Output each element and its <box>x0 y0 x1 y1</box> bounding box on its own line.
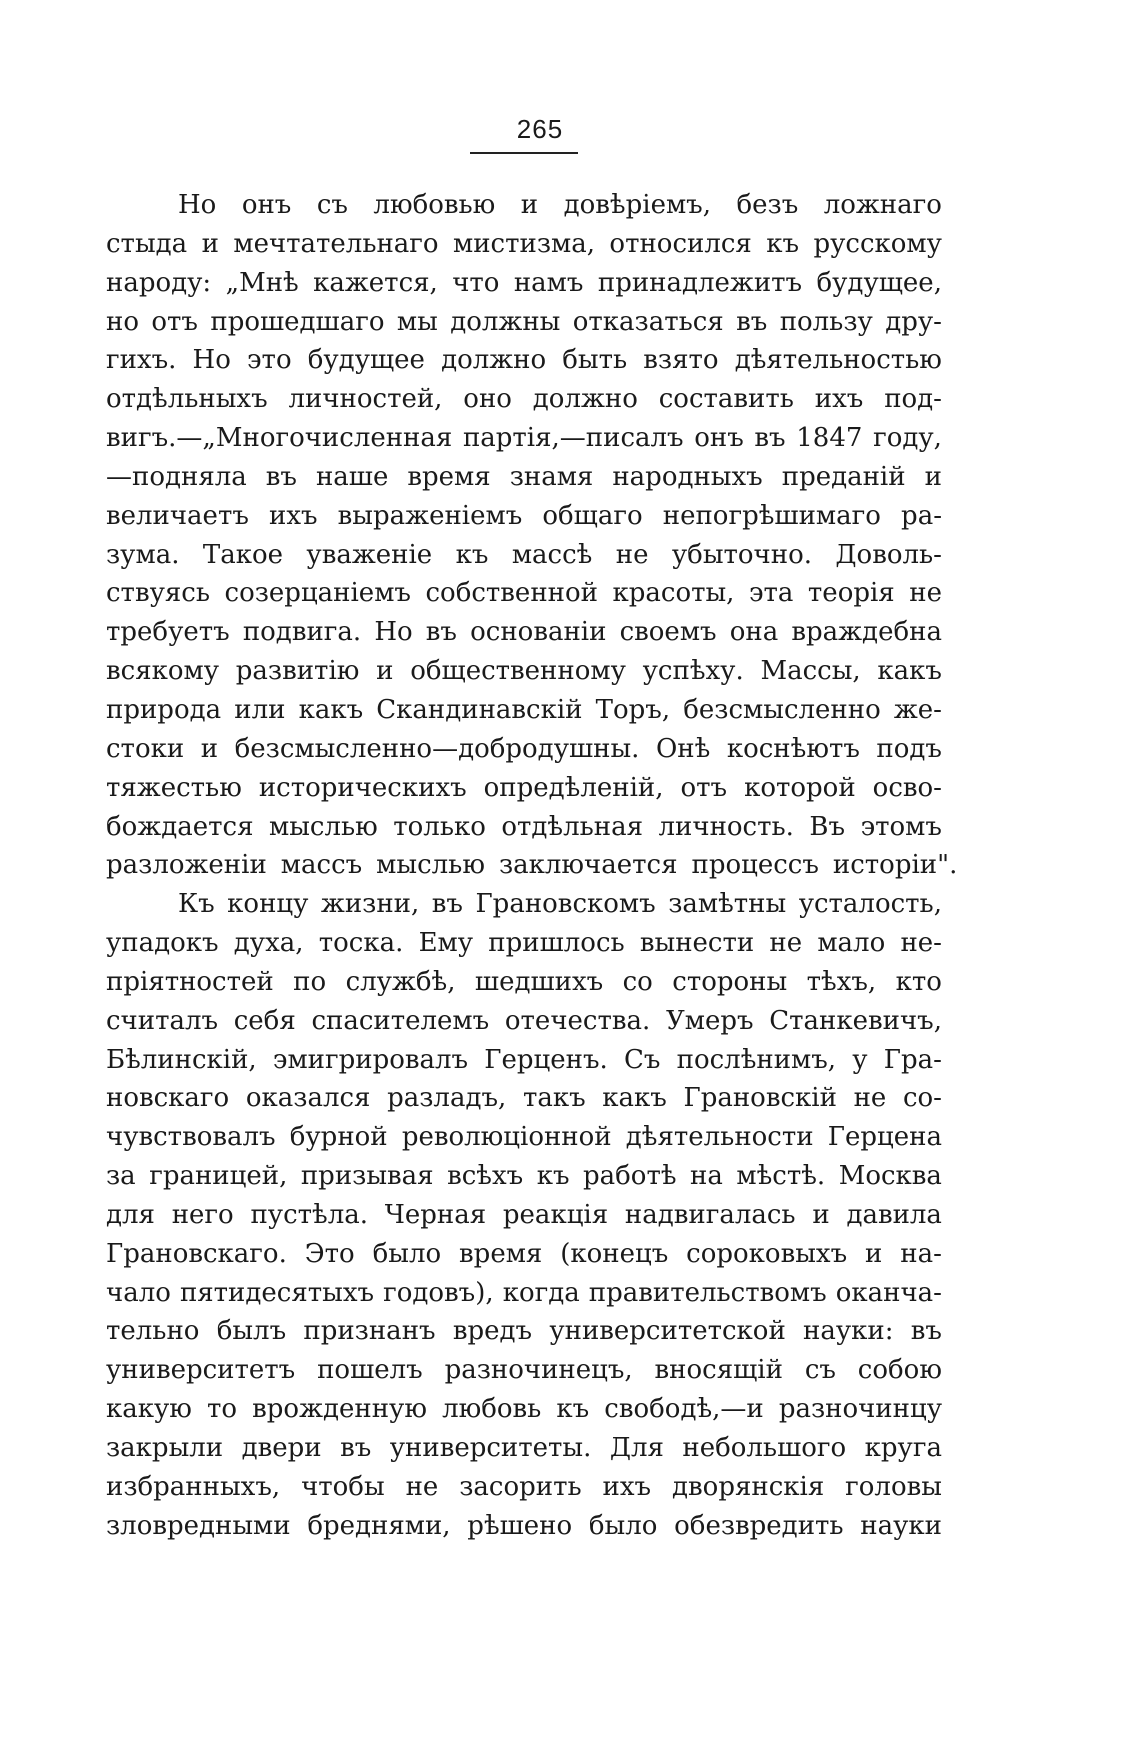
text-word: отдѣльныхъ <box>106 384 268 415</box>
text-word: должно <box>441 345 547 376</box>
text-word: стыда <box>106 228 188 259</box>
text-word: своемъ <box>619 617 717 648</box>
text-word: къ <box>536 1161 570 1192</box>
text-word: должно <box>532 384 638 415</box>
text-word: не <box>769 928 803 959</box>
text-word: оканча- <box>835 1277 942 1308</box>
text-word: разладъ, <box>387 1083 507 1114</box>
text-line <box>106 186 942 225</box>
text-word: него <box>171 1199 234 1230</box>
text-line <box>106 380 942 419</box>
text-word: собою <box>857 1355 942 1386</box>
text-word: непогрѣшимаго <box>662 500 881 531</box>
text-word: осво- <box>872 772 942 803</box>
text-line <box>106 1196 942 1235</box>
text-word: границей, <box>149 1161 288 1192</box>
text-word: относился <box>609 228 752 259</box>
text-word: обезвредить <box>674 1510 844 1541</box>
text-word: революціонной <box>401 1122 612 1153</box>
text-word: массѣ <box>511 539 593 570</box>
text-word: надвигалась <box>624 1199 796 1230</box>
text-word: было <box>588 1510 658 1541</box>
text-word: Гра- <box>883 1044 942 1075</box>
page-number-rule <box>470 152 578 154</box>
text-word: пользу <box>779 306 873 337</box>
text-word: тельно <box>106 1316 200 1347</box>
text-line <box>106 652 942 691</box>
text-line <box>106 264 942 303</box>
text-word: и <box>201 228 219 259</box>
text-word: считалъ <box>106 1005 219 1036</box>
text-word: теорія <box>807 578 895 609</box>
text-word: мистизма, <box>453 228 595 259</box>
text-word: народныхъ <box>612 461 763 492</box>
text-word: спасителемъ <box>311 1005 490 1036</box>
text-word: убыточно. <box>671 539 812 570</box>
body-text <box>106 186 958 1546</box>
text-word: отдѣльная <box>501 811 644 842</box>
text-word: Это <box>304 1238 355 1269</box>
text-line <box>106 613 942 652</box>
text-word: Черная <box>384 1199 487 1230</box>
text-word: со- <box>902 1083 942 1114</box>
text-word: русскому <box>813 228 942 259</box>
text-word: заключается <box>498 850 678 881</box>
text-word: какую <box>106 1394 192 1425</box>
text-word: время <box>407 461 491 492</box>
text-word: какъ <box>298 694 364 725</box>
text-line <box>106 885 942 924</box>
text-line <box>106 808 942 847</box>
text-word: у <box>852 1044 868 1075</box>
text-word: въ <box>340 1433 372 1463</box>
text-word: Станкевичъ, <box>769 1005 942 1036</box>
text-word: отечества. <box>504 1005 651 1036</box>
text-word: духа, <box>233 928 304 959</box>
text-word: въ <box>265 461 297 492</box>
text-word: Для <box>609 1433 664 1463</box>
text-word: Доволь- <box>835 539 942 570</box>
text-word: жизни, <box>320 889 420 920</box>
text-line <box>106 341 942 380</box>
text-word: признанъ <box>303 1316 436 1347</box>
text-word: уваженіе <box>306 539 433 570</box>
text-word: дворянскія <box>672 1471 825 1502</box>
text-word: зловредными <box>106 1510 291 1541</box>
text-word: время <box>459 1238 543 1269</box>
text-word: двери <box>241 1433 322 1463</box>
text-word: небольшого <box>682 1433 847 1463</box>
text-word: въ <box>425 617 457 648</box>
text-word: стороны <box>672 966 788 997</box>
text-word: 1847 <box>796 423 863 454</box>
text-word: Такое <box>202 539 284 570</box>
text-word: историческихъ <box>258 772 467 803</box>
text-word: упадокъ <box>106 928 219 959</box>
text-word: подвига. <box>242 617 362 648</box>
text-word: головы <box>845 1471 942 1502</box>
text-word: развитію <box>235 656 360 687</box>
text-word: преданій <box>781 461 906 492</box>
text-word: принадлежитъ <box>597 267 803 298</box>
text-word: пустѣла. <box>250 1199 369 1230</box>
text-word: закрыли <box>106 1433 224 1463</box>
text-word: этомъ <box>860 811 942 842</box>
text-word: вносящій <box>654 1355 783 1386</box>
text-word: величаетъ <box>106 500 249 531</box>
text-word: отказаться <box>572 306 724 337</box>
text-word: которой <box>744 772 856 803</box>
text-word: процессъ <box>691 850 819 881</box>
text-word: онъ <box>241 190 292 220</box>
text-word: университеты. <box>389 1433 592 1463</box>
text-word: отъ <box>680 772 728 803</box>
text-word: мѣстѣ. <box>736 1161 826 1192</box>
text-word: чтобы <box>301 1471 385 1502</box>
text-word: исторіи". <box>832 850 958 881</box>
text-word: разночинецъ, <box>444 1355 633 1386</box>
text-word: бурной <box>289 1122 388 1153</box>
text-line <box>106 1079 942 1118</box>
text-line <box>106 769 942 808</box>
text-line <box>106 458 942 497</box>
text-word: безсмысленно—добродушны. <box>234 733 640 764</box>
text-word: успѣху. <box>642 656 744 687</box>
text-word: это <box>247 345 292 376</box>
text-word: къ <box>455 539 489 570</box>
text-word: какъ <box>877 656 942 687</box>
text-line <box>106 1468 942 1507</box>
text-word: отъ <box>151 306 198 337</box>
text-word: зума. <box>106 539 180 570</box>
text-word: шедшихъ <box>474 966 604 997</box>
text-line <box>106 1312 942 1351</box>
text-word: намъ <box>513 267 584 298</box>
text-word: Грановскаго. <box>106 1238 287 1269</box>
text-word: вредъ <box>452 1316 533 1347</box>
text-word: избранныхъ, <box>106 1471 281 1502</box>
text-word: выраженіемъ <box>337 500 523 531</box>
text-word: эмигрировалъ <box>272 1044 469 1075</box>
text-word: Герцена <box>827 1122 942 1153</box>
text-word: пріятностей <box>106 966 274 997</box>
text-word: пошелъ <box>317 1355 423 1386</box>
page-number: 265 <box>516 114 564 144</box>
text-word: тоска. <box>318 928 404 959</box>
text-line <box>106 691 942 730</box>
text-word: же- <box>893 694 942 725</box>
text-word: безсмысленно <box>683 694 881 725</box>
text-line <box>106 574 942 613</box>
text-word: свободѣ,—и <box>604 1394 764 1425</box>
text-word: съ <box>804 1355 836 1386</box>
text-word: тяжестью <box>106 772 242 803</box>
text-word: Ему <box>418 928 474 959</box>
text-word: знамя <box>509 461 594 492</box>
text-word: личность. <box>658 811 794 842</box>
text-word: круга <box>864 1433 942 1463</box>
text-line <box>106 1507 942 1546</box>
text-line <box>106 303 942 342</box>
text-word: но <box>106 306 139 337</box>
text-word: ра- <box>901 500 942 531</box>
text-word: такъ <box>522 1083 586 1114</box>
text-word: было <box>372 1238 442 1269</box>
text-word: не <box>405 1471 439 1502</box>
text-word: будущее <box>307 345 425 376</box>
text-word: концу <box>227 889 309 920</box>
text-word: должны <box>450 306 561 337</box>
text-word: Но <box>178 190 217 220</box>
text-word: бождается <box>106 811 254 842</box>
text-word: вынести <box>639 928 755 959</box>
text-word: Онѣ <box>655 733 711 764</box>
text-word: Грановскій <box>683 1083 837 1114</box>
text-word: разложеніи <box>106 850 267 881</box>
text-word: основаніи <box>470 617 607 648</box>
text-line <box>106 963 942 1002</box>
text-word: и <box>520 190 539 220</box>
text-word: гихъ. <box>106 345 177 376</box>
text-word: Скандинавскій <box>376 694 583 725</box>
text-word: онъ <box>694 423 744 454</box>
text-line <box>106 1274 942 1313</box>
text-line <box>106 730 942 769</box>
text-word: мыслью <box>268 811 378 842</box>
text-word: или <box>234 694 286 725</box>
text-word: къ <box>556 1394 590 1425</box>
text-word: Герценъ. <box>484 1044 608 1075</box>
text-line <box>106 1351 942 1390</box>
text-word: безъ <box>736 190 799 220</box>
text-word: оказался <box>245 1083 371 1114</box>
text-word: науки: <box>803 1316 894 1347</box>
text-word: университетской <box>549 1316 786 1347</box>
text-word: ихъ <box>602 1471 652 1502</box>
text-word: и <box>376 656 394 687</box>
text-word: ихъ <box>269 500 318 531</box>
text-line <box>106 536 942 575</box>
text-word: Грановскомъ <box>475 889 656 920</box>
text-word: личностей, <box>288 384 443 415</box>
text-word: взято <box>643 345 719 376</box>
text-word: на <box>690 1161 723 1192</box>
text-line <box>106 419 942 458</box>
text-word: и <box>924 461 942 492</box>
text-word: замѣтны <box>668 889 787 920</box>
text-word: не- <box>900 928 942 959</box>
text-line <box>106 1157 942 1196</box>
text-word: созерцаніемъ <box>224 578 411 609</box>
text-word: что <box>452 267 500 298</box>
text-word: годовъ), <box>383 1277 494 1308</box>
text-word: университетъ <box>106 1355 296 1386</box>
text-word: рѣшено <box>467 1510 573 1541</box>
text-word: Но <box>374 617 413 648</box>
text-word: Торъ, <box>595 694 671 725</box>
text-word: врожденную <box>252 1394 427 1425</box>
text-word: любовь <box>442 1394 542 1425</box>
text-word: партія,—писалъ <box>462 423 684 454</box>
text-word: под- <box>884 384 942 415</box>
text-word: (конецъ <box>560 1238 669 1269</box>
text-word: общаго <box>542 500 643 531</box>
text-word: не <box>853 1083 887 1114</box>
text-word: то <box>207 1394 238 1425</box>
text-word: не <box>909 578 942 609</box>
text-word: пятидесятыхъ <box>179 1277 375 1308</box>
text-word: Москва <box>838 1161 942 1192</box>
text-word: работѣ <box>583 1161 677 1192</box>
text-word: себя <box>233 1005 296 1036</box>
text-word: ствуясь <box>106 578 210 609</box>
text-line <box>106 1429 942 1468</box>
text-word: призывая <box>300 1161 434 1192</box>
text-word: —подняла <box>106 461 247 492</box>
text-word: въ <box>736 306 768 337</box>
text-word: къ <box>766 228 800 259</box>
text-word: разночинцу <box>778 1394 942 1425</box>
text-word: и <box>865 1238 883 1269</box>
text-word: природа <box>106 694 222 725</box>
text-word: мыслью <box>376 850 485 881</box>
text-word: былъ <box>216 1316 287 1347</box>
text-line <box>106 1118 942 1157</box>
text-line <box>106 1235 942 1274</box>
text-word: Но <box>192 345 231 376</box>
text-line <box>106 846 958 885</box>
text-word: мало <box>817 928 886 959</box>
text-word: враждебна <box>791 617 942 648</box>
text-word: въ <box>754 423 786 454</box>
text-word: и <box>812 1199 830 1230</box>
text-word: только <box>393 811 486 842</box>
text-word: дѣятельности <box>625 1122 814 1153</box>
text-word: не <box>615 539 649 570</box>
text-word: дру- <box>885 306 942 337</box>
text-word: кто <box>895 966 942 997</box>
text-line <box>106 924 942 963</box>
text-word: въ <box>431 889 463 920</box>
text-word: Умеръ <box>665 1005 754 1036</box>
text-word: службѣ, <box>345 966 456 997</box>
text-word: и <box>200 733 219 764</box>
text-word: наше <box>315 461 389 492</box>
text-word: массъ <box>280 850 363 881</box>
text-word: опредѣленій, <box>483 772 664 803</box>
text-line <box>106 225 942 264</box>
text-word: вигъ.—„Многочисленная <box>106 423 453 454</box>
text-word: кажется, <box>313 267 438 298</box>
text-word: собственной <box>425 578 598 609</box>
text-word: когда <box>502 1277 580 1308</box>
text-word: Массы, <box>760 656 861 687</box>
text-word: Бѣлинскій, <box>106 1044 257 1075</box>
text-word: она <box>729 617 779 648</box>
text-word: оно <box>463 384 512 415</box>
text-word: дѣятельностью <box>734 345 942 376</box>
text-word: эта <box>748 578 794 609</box>
text-word: тѣхъ, <box>806 966 877 997</box>
text-word: народу: <box>106 267 212 298</box>
text-word: съ <box>316 190 348 220</box>
text-word: правительствомъ <box>588 1277 827 1308</box>
text-word: подъ <box>876 733 942 764</box>
text-word: общественному <box>410 656 626 687</box>
text-word: мы <box>396 306 438 337</box>
text-word: за <box>106 1161 136 1192</box>
text-word: усталость, <box>798 889 942 920</box>
text-line <box>106 1390 942 1429</box>
text-word: со <box>622 966 653 997</box>
text-word: мечтательнаго <box>233 228 439 259</box>
text-word: красоты, <box>612 578 735 609</box>
text-word: пришлось <box>488 928 625 959</box>
text-word: составить <box>658 384 794 415</box>
text-word: для <box>106 1199 155 1230</box>
text-word: сороковыхъ <box>686 1238 848 1269</box>
text-word: по <box>293 966 327 997</box>
text-word: чувствовалъ <box>106 1122 276 1153</box>
text-word: быть <box>562 345 628 376</box>
text-line <box>106 1041 942 1080</box>
text-word: засорить <box>459 1471 582 1502</box>
text-word: новскаго <box>106 1083 230 1114</box>
text-word: послѣнимъ, <box>676 1044 837 1075</box>
text-word: Съ <box>624 1044 661 1075</box>
text-word: давила <box>846 1199 942 1230</box>
text-word: коснѣютъ <box>726 733 860 764</box>
text-word: бреднями, <box>307 1510 451 1541</box>
text-word: довѣріемъ, <box>563 190 711 220</box>
text-word: любовью <box>373 190 496 220</box>
text-word: ихъ <box>814 384 864 415</box>
text-line <box>106 1002 942 1041</box>
text-word: реакція <box>502 1199 609 1230</box>
text-word: науки <box>860 1510 942 1541</box>
text-word: Въ <box>809 811 846 842</box>
text-line <box>106 497 942 536</box>
text-word: требуетъ <box>106 617 230 648</box>
text-word: всякому <box>106 656 220 687</box>
text-word: чало <box>106 1277 171 1308</box>
text-word: на- <box>900 1238 942 1269</box>
text-word: ложнаго <box>823 190 942 220</box>
text-word: всѣхъ <box>447 1161 524 1192</box>
text-word: будущее, <box>816 267 942 298</box>
text-word: Къ <box>178 889 215 920</box>
text-word: какъ <box>602 1083 667 1114</box>
text-word: году, <box>873 423 942 454</box>
text-word: въ <box>910 1316 942 1347</box>
text-word: стоки <box>106 733 185 764</box>
text-word: „Мнѣ <box>225 267 299 298</box>
text-word: прошедшаго <box>210 306 385 337</box>
